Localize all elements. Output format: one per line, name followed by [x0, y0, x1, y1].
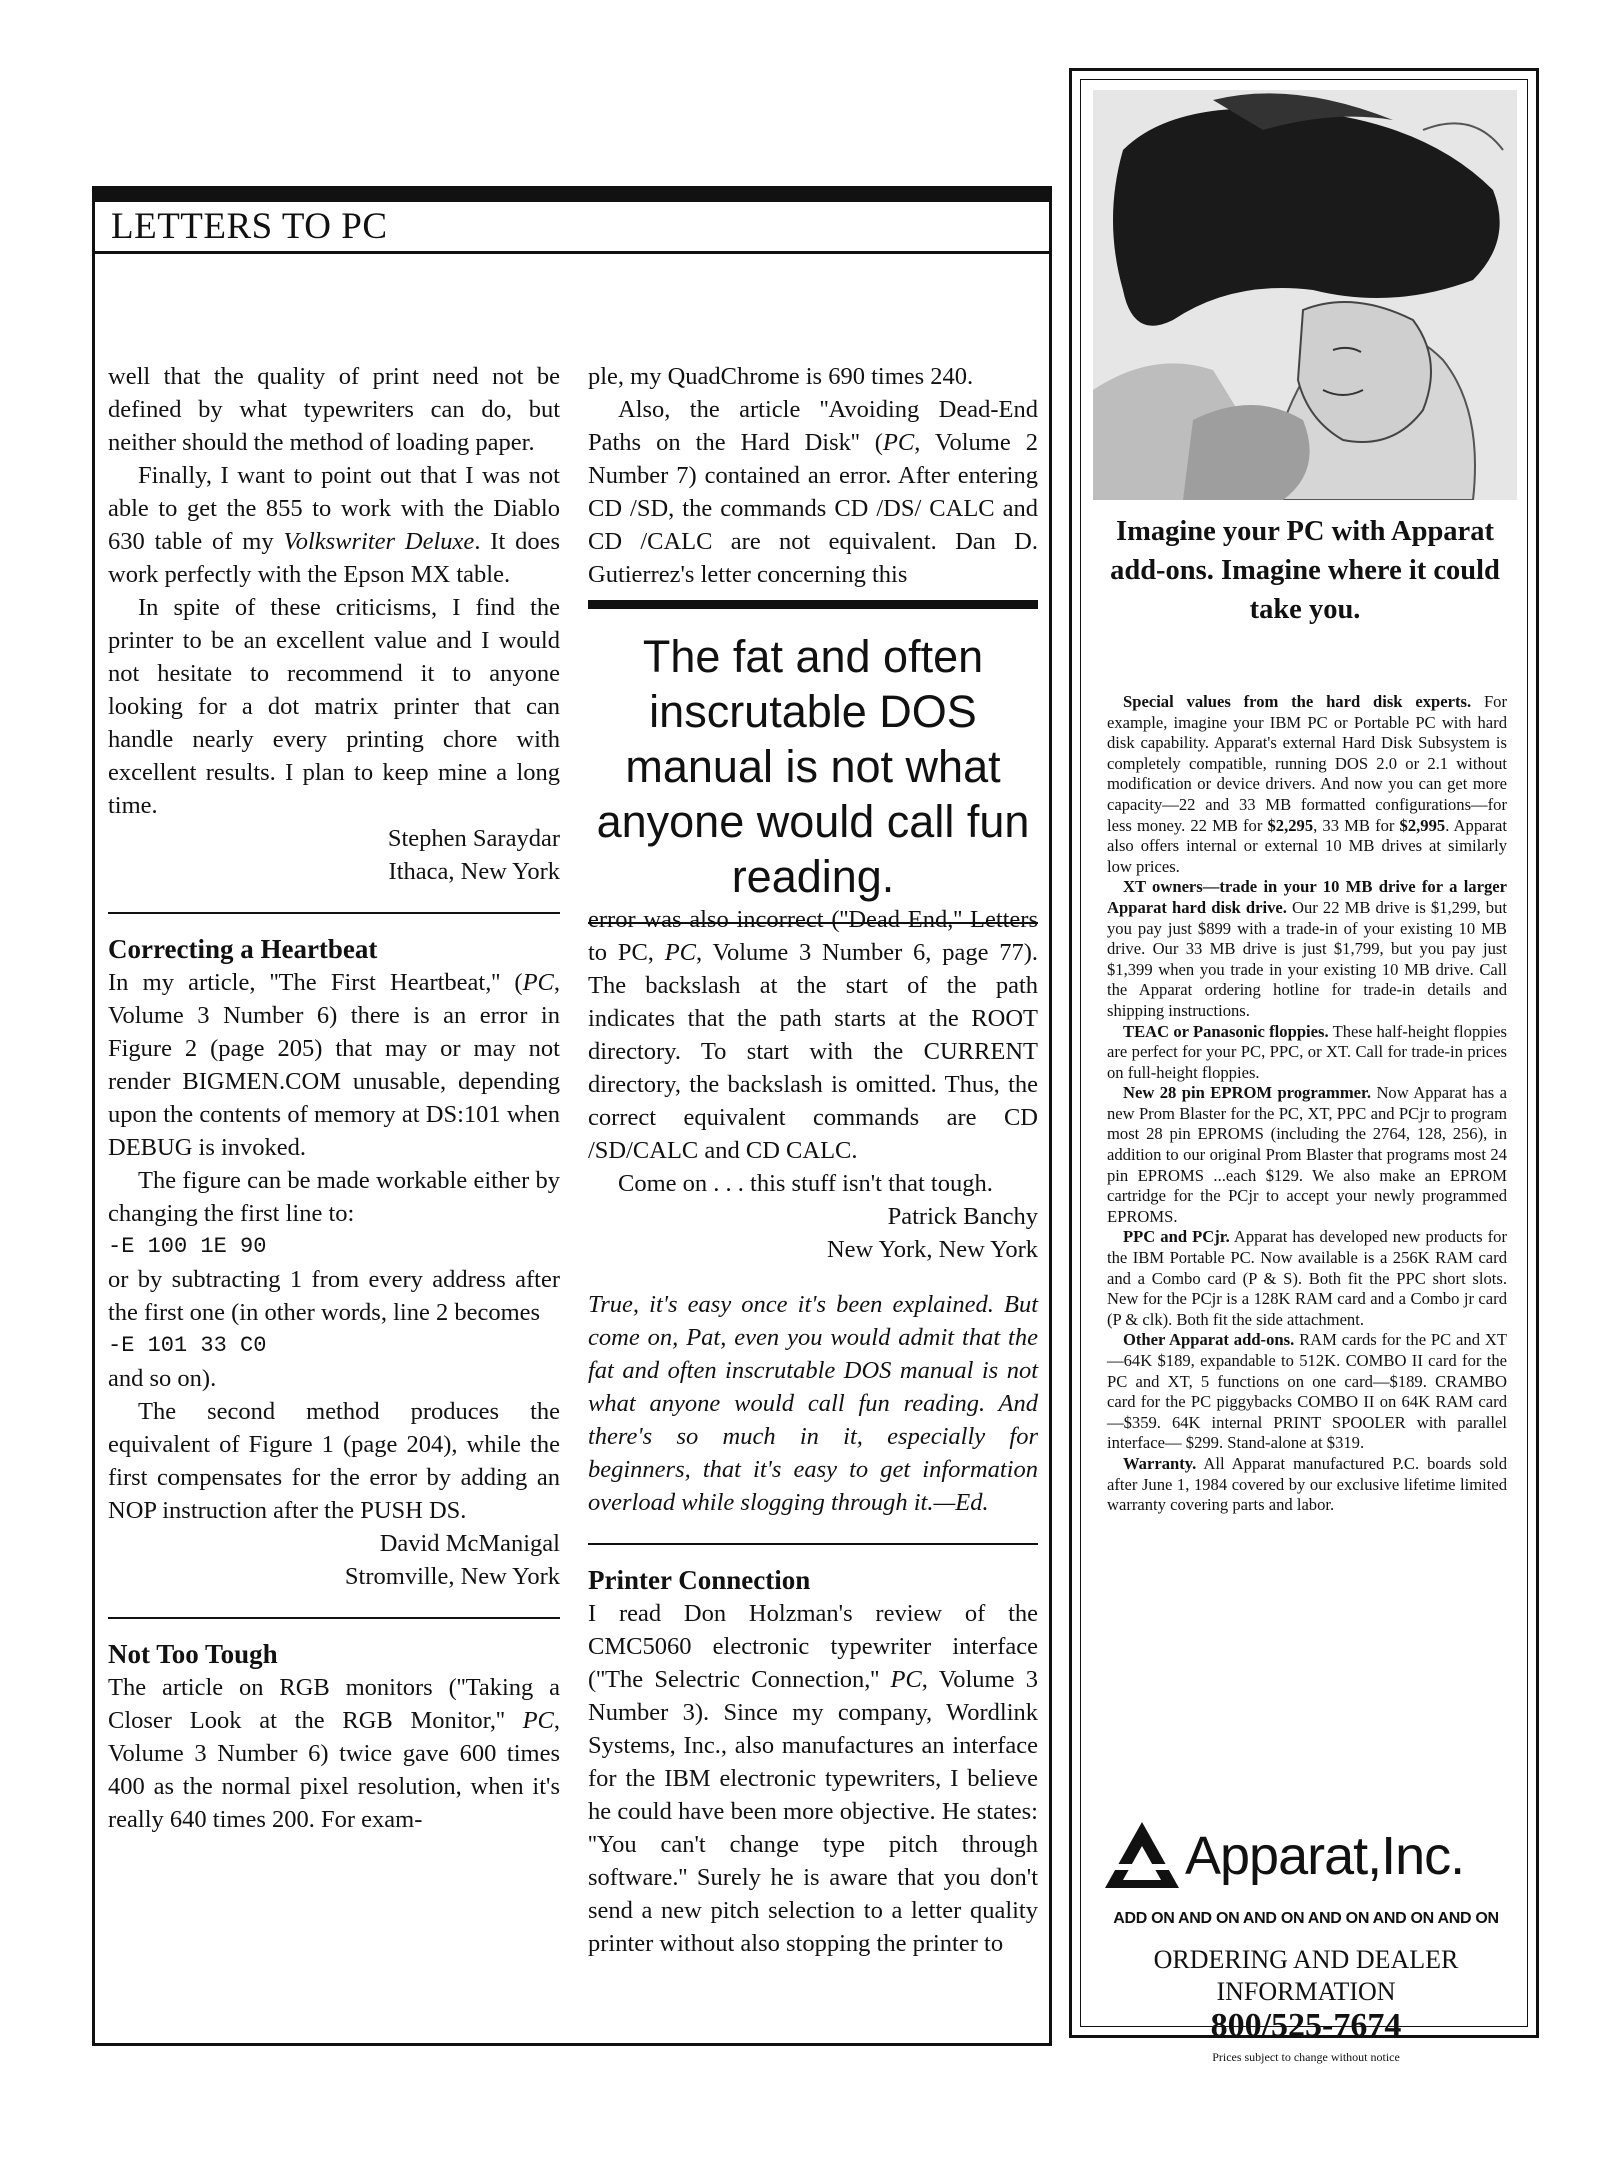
editor-reply: True, it's easy once it's been explained. But come on, Pat, even you would admit that the fat and often inscrutable DOS manual is not what anyone would call fun reading. And there's so much in it, especially for beginners, that it's easy to get information overload while slogging through it.—Ed.: [588, 1291, 1038, 1516]
paragraph: ple, my QuadChrome is 690 times 240.: [588, 363, 974, 390]
phone-number: 800/525-7674: [1210, 2007, 1402, 2044]
fine-print: Prices subject to change without notice: [1212, 2050, 1400, 2064]
ad-paragraph: XT owners—trade in your 10 MB drive for a larger Apparat hard disk drive. Our 22 MB drive is $1,299, but you pay just $899 with a trade-in of your existing 10 MB drive. Our 33 MB drive is just $1,799, but you pay just $1,399 when you trade in your existing 10 MB drive. Call the Apparat ordering hotline for trade-in details and shipping instructions.: [1107, 877, 1507, 1020]
code-line: -E 101 33 C0: [108, 1333, 267, 1358]
code-line: -E 100 1E 90: [108, 1234, 267, 1259]
ad-paragraph: Warranty. All Apparat manufactured P.C. boards sold after June 1, 1984 covered by our exclusive lifetime limited warranty covering parts and labor.: [1107, 1453, 1507, 1515]
ad-border: [1080, 79, 1528, 2064]
paragraph: The article on RGB monitors (''Taking a Closer Look at the RGB Monitor,'' PC, Volume 3 Number 6) twice gave 600 times 400 as the normal pixel resolution, when it's really 640 times 200. For exam-: [108, 1674, 560, 1833]
section-header: [95, 202, 1049, 254]
pull-quote: The fat and often inscrutable DOS manual is not what anyone would call fun reading.: [588, 600, 1038, 924]
ad-body: [1107, 692, 1507, 1516]
paragraph: I read Don Holzman's review of the CMC5060 electronic typewriter interface (''The Selectric Connection,'' PC, Volume 3 Number 3). Since my company, Wordlink Systems, Inc., also manufactures an interface for the IBM electronic typewriters, I believe he could have been more objective. He states: ''You can't change type pitch through software.'' Surely he is aware that you don't send a new pitch selection to a letter quality printer without also stopping the printer to: [588, 1600, 1038, 1957]
section-title: LETTERS TO PC: [111, 206, 388, 247]
paragraph: The second method produces the equivalent of Figure 1 (page 204), while the first compensates for the error by adding an NOP instruction after the PUSH DS.: [108, 1398, 560, 1524]
ad-paragraph: Special values from the hard disk experts. For example, imagine your IBM PC or Portable PC with hard disk capability. Apparat's external Hard Disk Subsystem is completely compatible, running DOS 2.0 or 2.1 without modification or device drivers. And now you can get more capacity—22 and 33 MB formatted configurations—for less money. 22 MB for $2,295, 33 MB for $2,995. Apparat also offers internal or external 10 MB drives at similarly low prices.: [1107, 692, 1507, 876]
triangle-logo-icon: [1103, 1820, 1181, 1890]
divider: [108, 912, 560, 914]
apparat-logo: [1103, 1820, 1513, 1910]
divider: [108, 1617, 560, 1619]
signature-place: Ithaca, New York: [388, 858, 560, 885]
logo-text: Apparat,Inc.: [1185, 1826, 1465, 1886]
paragraph: error was also incorrect (''Dead End,'' Letters to PC, PC, Volume 3 Number 6, page 77). The backslash at the start of the path indicates that the path starts at the ROOT directory. To start with the CURRENT directory, the backslash is omitted. Thus, the correct equivalent commands are CD /SD/CALC and CD CALC.: [588, 906, 1038, 1164]
ad-paragraph: New 28 pin EPROM programmer. Now Apparat has a new Prom Blaster for the PC, XT, PPC and PCjr to program most 28 pin EPROMS (including the 2764, 128, 256), in addition to our original Prom Blaster that programs most 24 pin EPROMS ...each $129. We also make an EPROM cartridge for the PCjr to accept your newly programmed EPROMS.: [1107, 1083, 1507, 1226]
paragraph: and so on).: [108, 1365, 217, 1392]
paragraph: In spite of these criticisms, I find the printer to be an excellent value and I would not hesitate to recommend it to anyone looking for a dot matrix printer that can handle nearly every printing chore with excellent results. I plan to keep mine a long time.: [108, 594, 560, 819]
column-left: [108, 360, 560, 1836]
paragraph: In my article, ''The First Heartbeat,'' (PC, Volume 3 Number 6) there is an error in Figure 2 (page 205) that may or may not render BIGMEN.COM unusable, depending upon the contents of memory at DS:101 when DEBUG is invoked.: [108, 969, 560, 1161]
signature-place: New York, New York: [826, 1236, 1038, 1263]
divider: [588, 1543, 1038, 1545]
apparat-advertisement: [1069, 68, 1539, 2064]
ordering-info: ORDERING AND DEALER INFORMATION: [1153, 1945, 1459, 2006]
ad-headline: Imagine your PC with Apparat add-ons. Imagine where it could take you.: [1110, 516, 1500, 625]
ad-tagline: ADD ON AND ON AND ON AND ON AND ON AND ON: [1113, 1910, 1499, 1927]
ad-paragraph: PPC and PCjr. Apparat has developed new products for the IBM Portable PC. Now available is a 256K RAM card and a Combo card (P & S). Both fit the PPC short slots. New for the PCjr is a 128K RAM card and a Combo jr card (P & clk). Both fit the side attachment.: [1107, 1227, 1507, 1329]
paragraph: Finally, I want to point out that I was not able to get the 855 to work with the Diablo 630 table of my Volkswriter Deluxe. It does work perfectly with the Epson MX table.: [108, 462, 561, 588]
paragraph: The figure can be made workable either by changing the first line to:: [108, 1167, 560, 1227]
paragraph: Come on . . . this stuff isn't that tough.: [618, 1170, 993, 1197]
paragraph: well that the quality of print need not be defined by what typewriters can do, but neither should the method of loading paper.: [108, 363, 560, 456]
paragraph: or by subtracting 1 from every address after the first one (in other words, line 2 becomes: [108, 1266, 560, 1326]
letter-heading: Correcting a Heartbeat: [108, 934, 378, 964]
letter-heading: Not Too Tough: [108, 1639, 278, 1669]
signature-name: Patrick Banchy: [887, 1203, 1038, 1230]
signature-name: David McManigal: [379, 1530, 560, 1557]
signature-name: Stephen Saraydar: [387, 825, 560, 852]
woman-in-hat-illustration: [1093, 90, 1517, 500]
paragraph: Also, the article ''Avoiding Dead-End Paths on the Hard Disk'' (PC, Volume 2 Number 7) contained an error. After entering CD /SD, the commands CD /DS/ CALC and CD /CALC are not equivalent. Dan D. Gutierrez's letter concerning this: [588, 396, 1038, 588]
ad-paragraph: TEAC or Panasonic floppies. These half-height floppies are perfect for your PC, PPC, or XT. Call for trade-in prices on full-height floppies.: [1107, 1021, 1507, 1082]
letter-heading: Printer Connection: [588, 1565, 811, 1595]
ad-paragraph: Other Apparat add-ons. RAM cards for the PC and XT—64K $189, expandable to 512K. COMBO II card for the PC and XT, 5 functions on one card—$189. CRAMBO card for the PC piggybacks COMBO II on 64K RAM card—$359. 64K internal PRINT SPOOLER with parallel interface— $299. Stand-alone at $319.: [1107, 1330, 1507, 1453]
signature-place: Stromville, New York: [344, 1563, 560, 1590]
header-rule: [92, 186, 1052, 202]
